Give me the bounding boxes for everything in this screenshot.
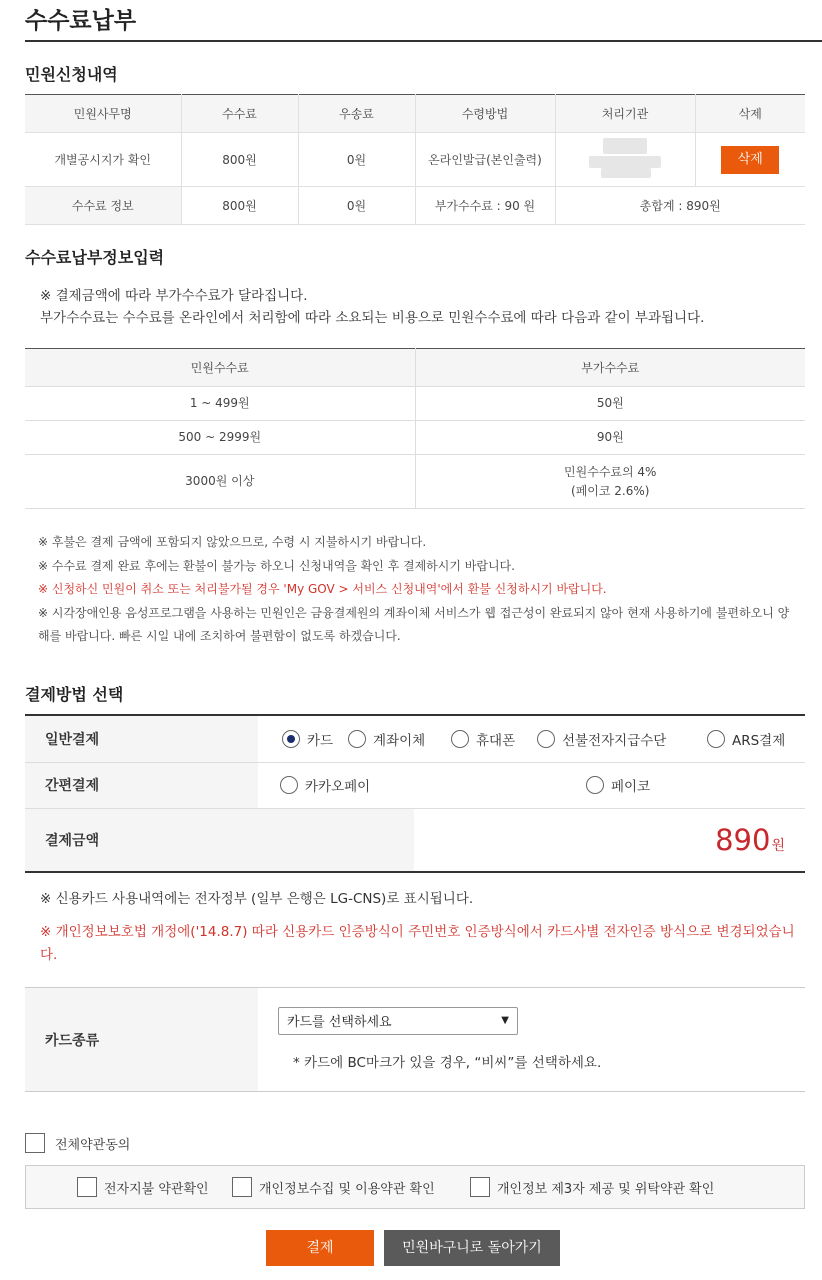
card-select-value: 카드를 선택하세요 bbox=[287, 1015, 392, 1030]
table-row bbox=[25, 421, 805, 455]
delete-button[interactable]: 삭제 bbox=[721, 146, 779, 174]
agreement-box bbox=[25, 1165, 805, 1209]
table-row bbox=[25, 133, 805, 187]
table-header-row bbox=[25, 95, 805, 133]
fee-range: 3000원 이상 bbox=[25, 455, 415, 509]
fee-extra: 50원 bbox=[415, 387, 805, 421]
general-payment-row bbox=[25, 715, 805, 762]
row-postage: 0원 bbox=[298, 133, 415, 187]
general-payment-options bbox=[258, 715, 805, 762]
summary-label: 수수료 정보 bbox=[25, 187, 181, 225]
amount-cell bbox=[258, 808, 805, 872]
table-header-row bbox=[25, 349, 805, 387]
card-notice bbox=[40, 888, 800, 967]
summary-postage: 0원 bbox=[298, 187, 415, 225]
radio-kakaopay-label: 카카오페이 bbox=[305, 779, 371, 795]
amount-label: 결제금액 bbox=[25, 808, 258, 872]
agree-privacy-label: 개인정보수집 및 이용약관 확인 bbox=[259, 1181, 435, 1197]
radio-card-label: 카드 bbox=[307, 732, 334, 749]
summary-row bbox=[25, 187, 805, 225]
card-type-table bbox=[25, 987, 805, 1092]
card-hint: * 카드에 BC마크가 있을 경우, “비씨”를 선택하세요. bbox=[293, 1054, 602, 1071]
payment-section-title: 결제방법 선택 bbox=[25, 685, 124, 704]
header-civil-fee: 민원수수료 bbox=[25, 349, 415, 387]
payment-notes bbox=[38, 531, 798, 649]
row-name: 개별공시지가 확인 bbox=[25, 133, 181, 187]
row-receipt: 온라인발급(본인출력) bbox=[415, 133, 555, 187]
title-divider bbox=[25, 40, 822, 42]
row-delete-cell bbox=[695, 133, 805, 187]
payment-method-table bbox=[25, 714, 805, 873]
agree-privacy-checkbox[interactable] bbox=[232, 1177, 252, 1197]
general-payment-label: 일반결제 bbox=[25, 715, 258, 762]
fee-extra-payco: (페이코 2.6%) bbox=[571, 483, 650, 498]
radio-ars-indicator[interactable] bbox=[707, 730, 725, 748]
card-notice-line-2: ※ 개인정보보호법 개정에('14.8.7) 따라 신용카드 인증방식이 주민번호 인증방식에서 카드사별 전자인증 방식으로 변경되었습니다. bbox=[40, 924, 795, 963]
radio-payco-label: 페이코 bbox=[611, 779, 651, 795]
agree-third-party-label: 개인정보 제3자 제공 및 위탁약관 확인 bbox=[497, 1181, 715, 1197]
pay-button[interactable]: 결제 bbox=[266, 1230, 374, 1266]
fee-extra: 90원 bbox=[415, 421, 805, 455]
agree-all[interactable] bbox=[25, 1133, 130, 1153]
fee-notice-line-2: 부가수수료는 수수료를 온라인에서 처리함에 따라 소요되는 비용으로 민원수수료에 따라 다음과 같이 부과됩니다. bbox=[40, 310, 705, 326]
radio-payco[interactable] bbox=[586, 775, 650, 795]
table-row bbox=[25, 387, 805, 421]
header-agency: 처리기관 bbox=[555, 95, 695, 133]
header-fee: 수수료 bbox=[181, 95, 298, 133]
agree-epay-label: 전자지불 약관확인 bbox=[104, 1181, 209, 1197]
fee-notice-line-1: ※ 결제금액에 따라 부가수수료가 달라집니다. bbox=[40, 288, 308, 304]
note-item-refund: ※ 신청하신 민원이 취소 또는 처리불가될 경우 'My GOV > 서비스 신청내역'에서 환불 신청하시기 바랍니다. bbox=[38, 582, 607, 596]
radio-bank-transfer-label: 계좌이체 bbox=[373, 732, 426, 749]
radio-mobile[interactable] bbox=[451, 729, 515, 749]
row-fee: 800원 bbox=[181, 133, 298, 187]
header-name: 민원사무명 bbox=[25, 95, 181, 133]
card-type-row bbox=[25, 988, 805, 1092]
radio-kakaopay[interactable] bbox=[280, 775, 370, 795]
summary-extra-fee: 부가수수료 : 90 원 bbox=[415, 187, 555, 225]
application-table bbox=[25, 94, 805, 225]
agree-third-party-checkbox[interactable] bbox=[470, 1177, 490, 1197]
header-extra-fee: 부가수수료 bbox=[415, 349, 805, 387]
summary-total: 총합계 : 890원 bbox=[555, 187, 805, 225]
agree-privacy-terms[interactable] bbox=[232, 1177, 435, 1197]
amount-value: 890 bbox=[715, 822, 771, 857]
radio-card[interactable] bbox=[282, 729, 333, 749]
note-item: ※ 수수료 결제 완료 후에는 환불이 불가능 하오니 신청내역을 확인 후 결제하시기 바랍니다. bbox=[38, 558, 515, 573]
radio-mobile-indicator[interactable] bbox=[451, 730, 469, 748]
card-type-label: 카드종류 bbox=[25, 988, 258, 1092]
header-delete: 삭제 bbox=[695, 95, 805, 133]
card-type-control bbox=[258, 988, 805, 1092]
simple-payment-row bbox=[25, 762, 805, 808]
redacted-agency-image bbox=[587, 136, 663, 180]
note-item: ※ 시각장애인용 음성프로그램을 사용하는 민원인은 금융결제원의 계좌이체 서비스가 웹 접근성이 완료되지 않아 현재 사용하기에 불편하오니 양해를 바랍니다. 빠른 시일 내에 조치하여 불편함이 없도록 하겠습니다. bbox=[38, 605, 790, 643]
extra-fee-table bbox=[25, 348, 805, 509]
simple-payment-options bbox=[258, 762, 805, 808]
application-section-title: 민원신청내역 bbox=[25, 65, 118, 84]
row-agency bbox=[555, 133, 695, 187]
radio-card-indicator[interactable] bbox=[282, 730, 300, 748]
card-type-select[interactable] bbox=[278, 1007, 518, 1035]
card-notice-line-1: ※ 신용카드 사용내역에는 전자정부 (일부 은행은 LG-CNS)로 표시됩니다. bbox=[40, 891, 474, 907]
radio-bank-transfer[interactable] bbox=[348, 729, 425, 749]
table-row bbox=[25, 455, 805, 509]
radio-prepaid-label: 선불전자지급수단 bbox=[562, 732, 667, 749]
amount-row bbox=[25, 808, 805, 872]
agree-third-party-terms[interactable] bbox=[470, 1177, 714, 1197]
simple-payment-label: 간편결제 bbox=[25, 762, 258, 808]
radio-payco-indicator[interactable] bbox=[586, 776, 604, 794]
agree-epay-checkbox[interactable] bbox=[77, 1177, 97, 1197]
fee-range: 1 ~ 499원 bbox=[25, 387, 415, 421]
radio-ars[interactable] bbox=[707, 729, 785, 749]
radio-kakaopay-indicator[interactable] bbox=[280, 776, 298, 794]
radio-prepaid[interactable] bbox=[537, 729, 666, 749]
fee-range: 500 ~ 2999원 bbox=[25, 421, 415, 455]
agree-all-checkbox[interactable] bbox=[25, 1133, 45, 1153]
agree-epay-terms[interactable] bbox=[77, 1177, 209, 1197]
fee-extra-cell bbox=[415, 455, 805, 509]
radio-mobile-label: 휴대폰 bbox=[476, 732, 516, 749]
radio-prepaid-indicator[interactable] bbox=[537, 730, 555, 748]
amount-unit: 원 bbox=[771, 837, 785, 854]
fee-extra: 민원수수료의 4% bbox=[564, 464, 657, 479]
note-item: ※ 후불은 결제 금액에 포함되지 않았으므로, 수령 시 지불하시기 바랍니다. bbox=[38, 535, 427, 549]
agree-all-label: 전체약관동의 bbox=[55, 1137, 131, 1153]
radio-ars-label: ARS결제 bbox=[732, 732, 786, 749]
chevron-down-icon: ▼ bbox=[501, 1015, 509, 1026]
page-title: 수수료납부 bbox=[25, 8, 137, 34]
fee-info-section-title: 수수료납부정보입력 bbox=[25, 248, 165, 267]
summary-fee: 800원 bbox=[181, 187, 298, 225]
back-to-basket-button[interactable]: 민원바구니로 돌아가기 bbox=[384, 1230, 560, 1266]
fee-notice bbox=[40, 285, 704, 329]
radio-bank-transfer-indicator[interactable] bbox=[348, 730, 366, 748]
header-postage: 우송료 bbox=[298, 95, 415, 133]
header-receipt: 수령방법 bbox=[415, 95, 555, 133]
